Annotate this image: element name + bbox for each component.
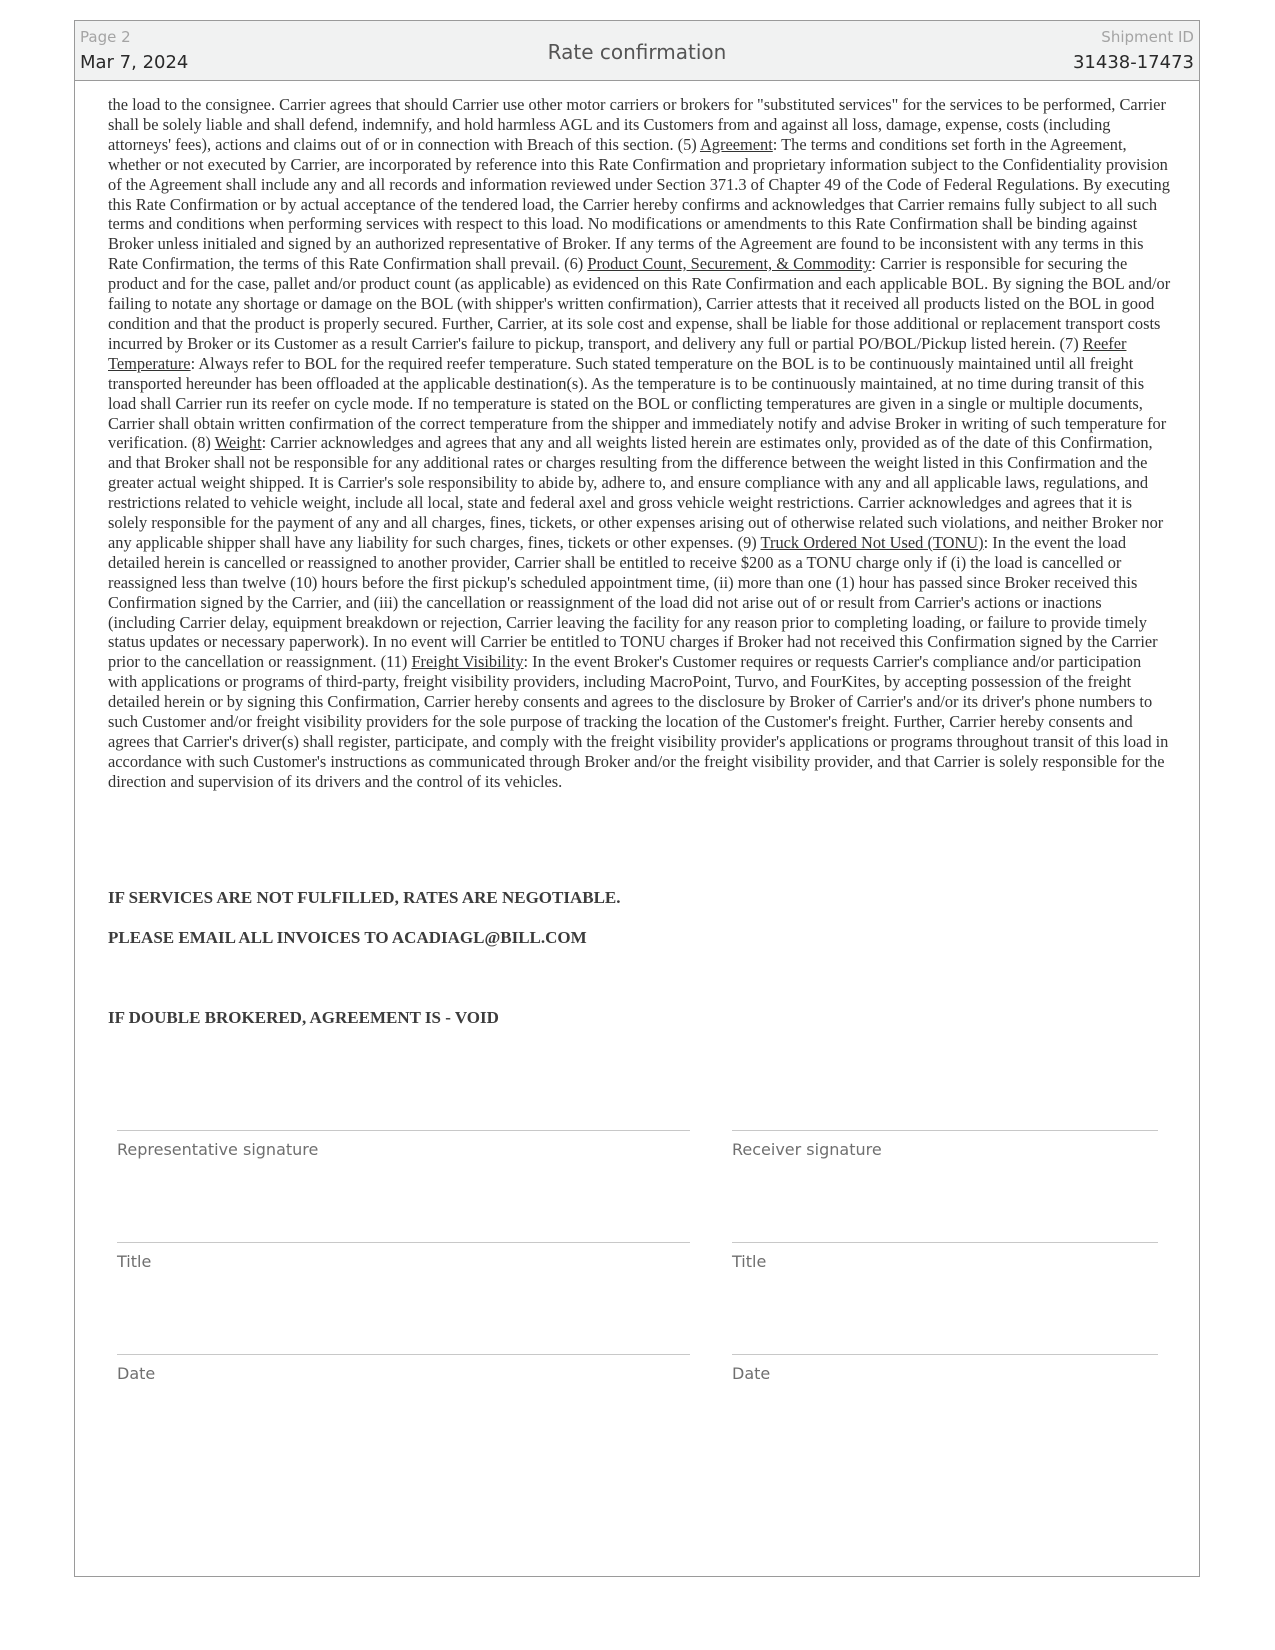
document-page [74, 20, 1200, 1577]
terms-text: : In the event Broker's Customer requires or requests Carrier's compliance and/or participation with applications or programs of third-party, freight visibility providers, including MacroPoint, Turvo, and FourKites, by accepting possession of the freight detailed herein or by signing this Confirmation, Carrier hereby consents and agrees to the disclosure by Broker of Carrier's and/or its driver's phone numbers to such Customer and/or freight visibility providers for the sole purpose of tracking the location of the Customer's freight. Further, Carrier hereby consents and agrees that Carrier's driver(s) shall register, participate, and comply with the freight visibility provider's applications or programs throughout transit of this load in accordance with such Customer's instructions as communicated through Broker and/or the freight visibility provider, and that Carrier is solely responsible for the direction and supervision of its drivers and the control of its vehicles. [108, 652, 1169, 791]
page-header [75, 21, 1199, 81]
right-date-label: Date [732, 1364, 771, 1383]
terms-text: : Always refer to BOL for the required reefer temperature. Such stated temperature on the BOL is to be continuously maintained until all freight transported hereunder has been offloaded at the applicable destination(s). As the temperature is to be continuously maintained, at no time during transit of this load shall Carrier run its reefer on cycle mode. If no temperature is stated on the BOL or conflicting temperatures are given in a single or multiple documents, Carrier shall obtain written confirmation of the correct temperature from the shipper and immediately notify and advise Broker in writing of such temperature for verification. (8) [108, 353, 1167, 453]
terms-heading-reefer-temperature: Reefer Temperature [108, 333, 1127, 373]
right-date-line [732, 1354, 1158, 1355]
right-title-line [732, 1242, 1158, 1243]
shipment-id-label: Shipment ID [1101, 28, 1194, 46]
left-date-line [117, 1354, 690, 1355]
notice-email-invoices: PLEASE EMAIL ALL INVOICES TO ACADIAGL@BILL.COM [108, 928, 587, 947]
left-title-label: Title [117, 1252, 152, 1271]
terms-text: the load to the consignee. Carrier agrees that should Carrier use other motor carriers or brokers for "substituted services" for the services to be performed, Carrier shall be solely liable and shall defend, indemnify, and hold harmless AGL and its Customers from and against all loss, damage, expense, costs (including attorneys' fees), actions and claims out of or in connection with Breach of this section. (5) [108, 95, 1166, 154]
receiver-signature-label: Receiver signature [732, 1140, 882, 1159]
notice-rates-negotiable: IF SERVICES ARE NOT FULFILLED, RATES ARE NEGOTIABLE. [108, 888, 621, 907]
terms-text: : The terms and conditions set forth in the Agreement, whether or not executed by Carrier, are incorporated by reference into this Rate Confirmation and proprietary information subject to the Confidentiality provision of the Agreement shall include any and all records and information reviewed under Section 371.3 of Chapter 49 of the Code of Federal Regulations. By executing this Rate Confirmation or by actual acceptance of the tendered load, the Carrier hereby confirms and acknowledges that Carrier remains fully subject to all such terms and conditions when performing services with respect to this load. No modifications or amendments to this Rate Confirmation shall be binding against Broker unless initialed and signed by an authorized representative of Broker. If any terms of the Agreement are found to be inconsistent with any terms in this Rate Confirmation, the terms of this Rate Confirmation shall prevail. (6) [108, 134, 1170, 274]
terms-heading-tonu: Truck Ordered Not Used (TONU) [760, 532, 984, 552]
terms-heading-product-count: Product Count, Securement, & Commodity [587, 254, 872, 274]
left-title-line [117, 1242, 690, 1243]
terms-heading-weight: Weight [214, 433, 262, 453]
representative-signature-label: Representative signature [117, 1140, 319, 1159]
shipment-id: 31438-17473 [1072, 52, 1194, 73]
representative-signature-line [117, 1130, 690, 1131]
document-date: Mar 7, 2024 [80, 52, 189, 73]
document-title: Rate confirmation [547, 40, 727, 64]
terms-text: : In the event the load detailed herein is cancelled or reassigned to another provider, Carrier shall be entitled to receive $200 as a TONU charge only if (i) the load is cancelled or reassigned less than twelve (10) hours before the first pickup's scheduled appointment time, (ii) more than one (1) hour has passed since Broker received this Confirmation signed by the Carrier, and (iii) the cancellation or reassignment of the load did not arise out of or result from Carrier's actions or inactions (including Carrier delay, equipment breakdown or rejection, Carrier leaving the facility for any reason prior to completing loading, or failure to provide timely status updates or necessary paperwork). In no event will Carrier be entitled to TONU charges if Broker had not received this Confirmation signed by the Carrier prior to the cancellation or reassignment. (11) [108, 532, 1158, 672]
terms-heading-freight-visibility: Freight Visibility [411, 652, 524, 672]
right-title-label: Title [732, 1252, 767, 1271]
terms-paragraph [108, 95, 1172, 792]
receiver-signature-line [732, 1130, 1158, 1131]
left-date-label: Date [117, 1364, 156, 1383]
terms-text: : Carrier is responsible for securing the product and for the case, pallet and/or product count (as applicable) as evidenced on this Rate Confirmation and each applicable BOL. By signing the BOL and/or failing to notate any shortage or damage on the BOL (with shipper's written confirmation), Carrier attests that it received all products listed on the BOL in good condition and that the product is properly secured. Further, Carrier, at its sole cost and expense, shall be liable for those additional or replacement transport costs incurred by Broker or its Customer as a result Carrier's failure to pickup, transport, and delivery any full or partial PO/BOL/Pickup listed herein. (7) [108, 254, 1171, 353]
page-number: Page 2 [80, 28, 131, 46]
notice-double-brokered: IF DOUBLE BROKERED, AGREEMENT IS - VOID [108, 1008, 499, 1027]
terms-text: : Carrier acknowledges and agrees that any and all weights listed herein are estimates only, provided as of the date of this Confirmation, and that Broker shall not be responsible for any additional rates or charges resulting from the difference between the weight listed in this Confirmation and the greater actual weight shipped. It is Carrier's sole responsibility to abide by, adhere to, and ensure compliance with any and all applicable laws, regulations, and restrictions related to vehicle weight, include all local, state and federal axel and gross vehicle weight restrictions. Carrier acknowledges and agrees that it is solely responsible for the payment of any and all charges, fines, tickets, or other expenses arising out of otherwise related such violations, and neither Broker nor any applicable shipper shall have any liability for such charges, fines, tickets or other expenses. (9) [108, 433, 1164, 552]
terms-heading-agreement: Agreement [699, 134, 773, 154]
